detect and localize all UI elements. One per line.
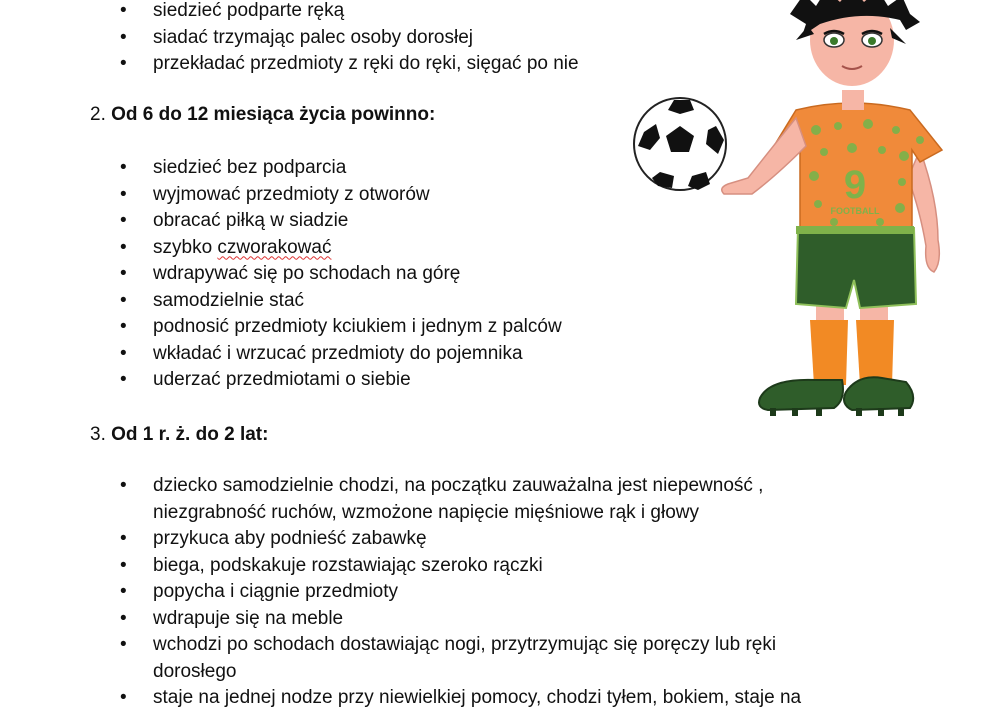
list-item <box>120 235 562 262</box>
left-shoe <box>759 380 843 410</box>
list-item: • samodzielnie stać <box>120 288 562 315</box>
section3-heading <box>90 422 268 448</box>
list-item: • siadać trzymając palec osoby dorosłej <box>120 25 579 52</box>
list-item-continuation: niezgrabność ruchów, wzmożone napięcie mięśniowe rąk i głowy <box>153 501 699 523</box>
shirt-text: FOOTBALL <box>830 206 880 216</box>
list-item-continuation: dorosłego <box>153 660 237 682</box>
list-item: • popycha i ciągnie przedmioty <box>120 579 801 606</box>
left-arm <box>722 118 806 194</box>
list-item: • wdrapuje się na meble <box>120 606 801 633</box>
section3-number: 3. <box>90 424 106 445</box>
section2-list <box>120 155 562 394</box>
list-item: • wyjmować przedmioty z otworów <box>120 182 562 209</box>
list-item: • obracać piłką w siadzie <box>120 208 562 235</box>
boy-with-football-illustration <box>620 0 980 430</box>
list-item: • wchodzi po schodach dostawiając nogi, przytrzymując się poręczy lub ręki <box>120 632 801 659</box>
list-item: • podnosić przedmioty kciukiem i jednym z palców <box>120 314 562 341</box>
list-item: • staje na jednej nodze przy niewielkiej pomocy, chodzi tyłem, bokiem, staje na <box>120 685 801 712</box>
list-item-text: szybko <box>153 236 213 258</box>
list-item: • biega, podskakuje rozstawiając szeroko rączki <box>120 553 801 580</box>
spellcheck-word: czworakować <box>217 236 332 258</box>
section3-title: Od 1 r. ż. do 2 lat: <box>111 424 269 445</box>
section2-title: Od 6 do 12 miesiąca życia powinno: <box>111 104 436 125</box>
shirt-number: 9 <box>843 163 867 207</box>
list-item: • siedzieć podparte ręką <box>120 0 579 25</box>
section3-list <box>120 473 801 712</box>
section1-list <box>120 0 579 78</box>
neck <box>842 90 864 110</box>
left-sock <box>810 320 848 385</box>
section2-number: 2. <box>90 104 106 125</box>
right-sock <box>856 320 894 385</box>
list-item: • przykuca aby podnieść zabawkę <box>120 526 801 553</box>
list-item: • wkładać i wrzucać przedmioty do pojemnika <box>120 341 562 368</box>
list-item: • przekładać przedmioty z ręki do ręki, sięgać po nie <box>120 51 579 78</box>
football-icon <box>634 98 726 190</box>
right-shoe <box>844 377 913 410</box>
shorts <box>796 228 916 308</box>
list-item: • uderzać przedmiotami o siebie <box>120 367 562 394</box>
list-item: • siedzieć bez podparcia <box>120 155 562 182</box>
section2-heading <box>90 102 435 128</box>
list-item: • wdrapywać się po schodach na górę <box>120 261 562 288</box>
list-item: • dziecko samodzielnie chodzi, na początku zauważalna jest niepewność , <box>120 473 801 500</box>
